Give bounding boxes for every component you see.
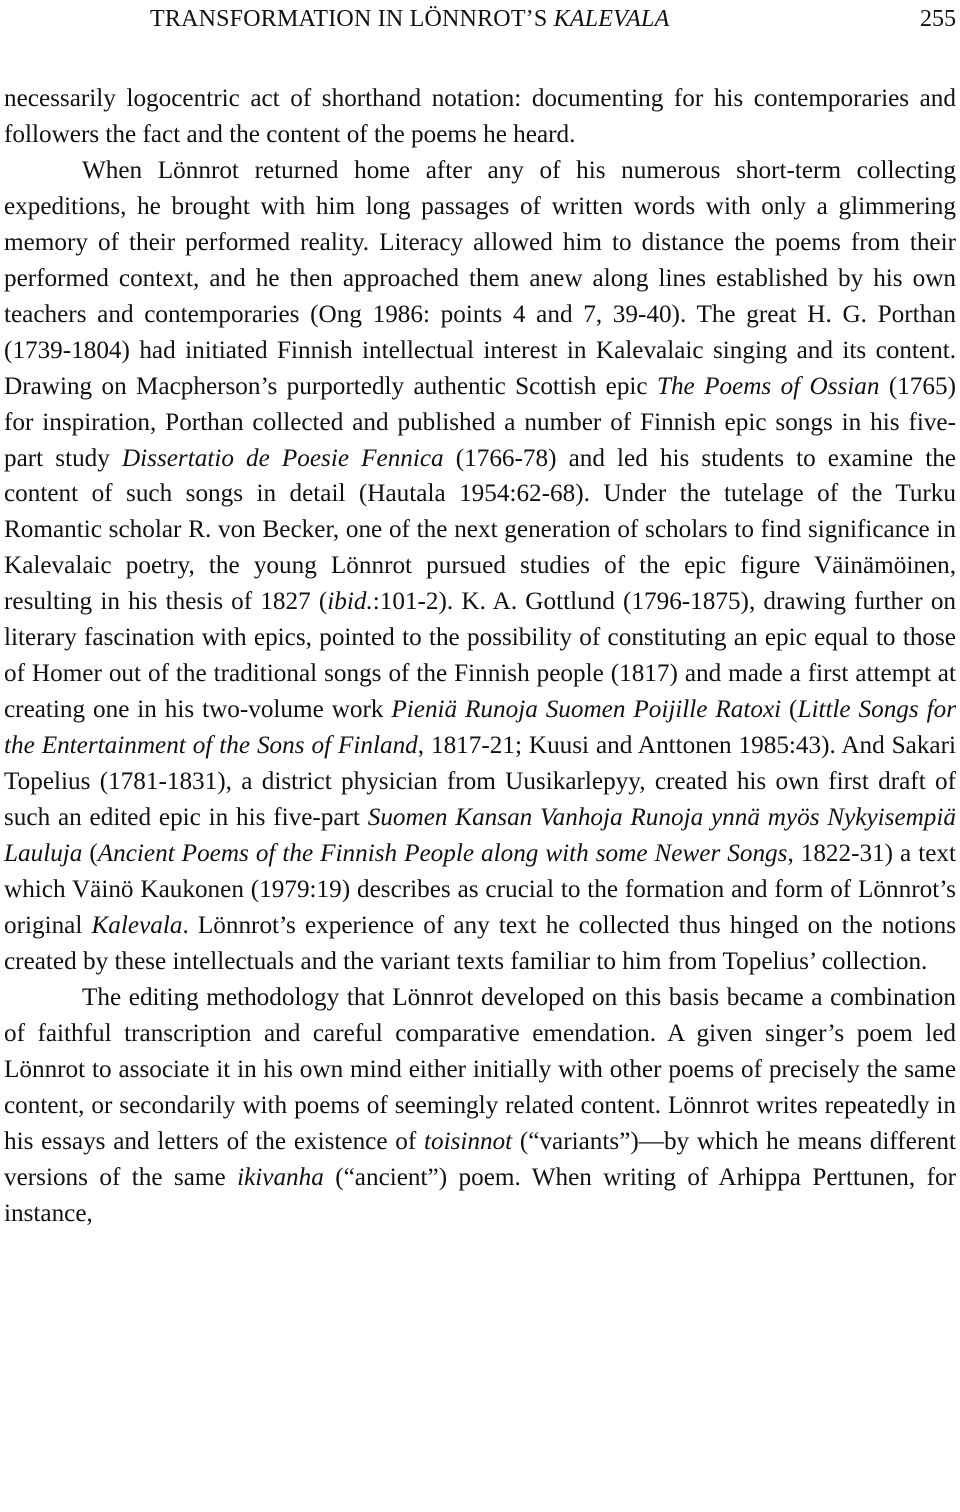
running-head-title: [150, 2, 669, 36]
italic-text-segment: Pieniä Runoja Suomen Poijille Ratoxi: [391, 696, 782, 724]
body-text: [4, 81, 956, 1232]
paragraph: [4, 980, 956, 1232]
text-segment: , 1817-21; Kuusi and Anttonen 1985:43). And Sakari Topelius (1781-1831), a district physician from Uusikarlepyy, created his own first draft of such an edited epic in his five-part: [4, 732, 957, 832]
italic-text-segment: Kalevala: [91, 911, 183, 939]
text-segment: necessarily logocentric act of shorthand notation: documenting for his contemporaries and followers the fact and the content of the poems he heard.: [4, 85, 956, 148]
text-segment: (1765) for inspiration, Porthan collected and published a number of Finnish epic songs in his five-part study: [4, 372, 956, 472]
text-segment: When Lönnrot returned home after any of his numerous short-term collecting expeditions, he brought with him long passages of written words with only a glimmering memory of their performed reality. Literacy allowed him to distance the poems from their performed context, and he then approached them anew along lines established by his own teachers and contemporaries (Ong 1986: points 4 and 7, 39-40). The great H. G. Porthan (1739-1804) had initiated Finnish intellectual interest in Kalevalaic singing and its content. Drawing on Macpherson’s purportedly authentic Scottish epic: [4, 156, 956, 400]
paragraph: [4, 153, 956, 980]
text-segment: (: [82, 840, 98, 868]
italic-text-segment: toisinnot: [423, 1127, 513, 1155]
text-segment: . Lönnrot’s experience of any text he collected thus hinged on the notions created by these intellectuals and the variant texts familiar to him from Topelius’ collection.: [4, 911, 956, 975]
italic-text-segment: The Poems of Ossian: [656, 372, 880, 400]
italic-text-segment: ibid.: [327, 588, 373, 616]
running-head-title-roman: TRANSFORMATION IN LÖNNROT’S: [150, 6, 554, 32]
paragraph: [4, 81, 956, 153]
page-number: 255: [920, 6, 956, 32]
italic-text-segment: ikivanha: [237, 1163, 324, 1191]
text-segment: (“ancient”) poem. When writing of Arhippa Perttunen, for instance,: [4, 1163, 956, 1227]
text-segment: :101-2). K. A. Gottlund (1796-1875), drawing further on literary fascination with epics, pointed to the possibility of constituting an epic equal to those of Homer out of the traditional songs of the Finnish people (1817) and made a first attempt at creating one in his two-volume work: [4, 588, 957, 724]
text-segment: (: [781, 696, 798, 724]
running-head: [4, 2, 956, 42]
document-page: [4, 0, 956, 1232]
italic-text-segment: Little Songs for the Entertainment of the Sons of Finland: [4, 696, 956, 760]
text-segment: The editing methodology that Lönnrot developed on this basis became a combination of faithful transcription and careful comparative emendation. A given singer’s poem led Lönnrot to associate it in his own mind either initially with other poems of precisely the same content, or secondarily with poems of seemingly related content. Lönnrot writes repeatedly in his essays and letters of the existence of: [4, 983, 956, 1155]
italic-text-segment: Dissertatio de Poesie Fennica: [121, 444, 444, 472]
text-segment: (“variants”)—by which he means different versions of the same: [4, 1127, 956, 1191]
italic-text-segment: Suomen Kansan Vanhoja Runoja ynnä myös Nykyisempiä Lauluja: [4, 804, 956, 868]
text-segment: , 1822-31) a text which Väinö Kaukonen (1979:19) describes as crucial to the formation and form of Lönnrot’s original: [4, 840, 956, 939]
text-segment: (1766-78) and led his students to examine the content of such songs in detail (Hautala 1954:62-68). Under the tutelage of the Turku Romantic scholar R. von Becker, one of the next generation of scholars to find significance in Kalevalaic poetry, the young Lönnrot pursued studies of the epic figure Väinämöinen, resulting in his thesis of 1827 (: [4, 444, 956, 616]
running-head-title-italic: KALEVALA: [553, 6, 670, 32]
italic-text-segment: Ancient Poems of the Finnish People along with some Newer Songs: [97, 840, 788, 868]
